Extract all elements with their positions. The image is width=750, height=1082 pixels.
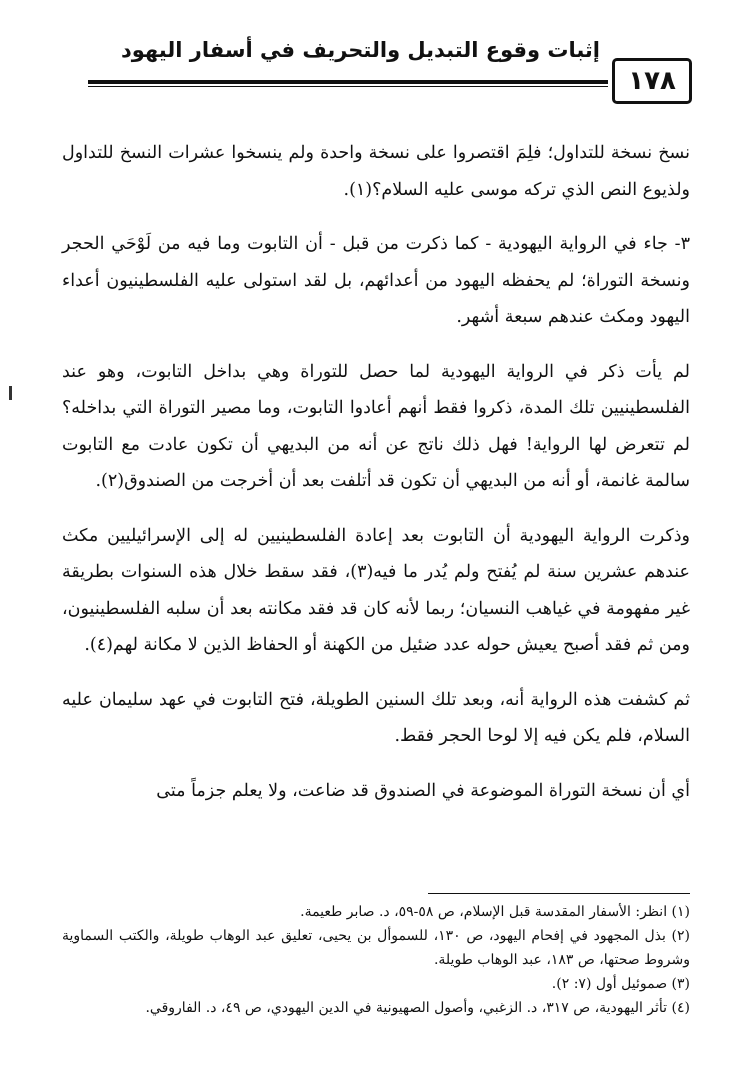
paragraph: ثم كشفت هذه الرواية أنه، وبعد تلك السنين الطويلة، فتح التابوت في عهد سليمان عليه السلام، فلم يكن فيه إلا لوحا الحجر فقط.	[62, 689, 690, 746]
footnotes	[62, 900, 690, 1020]
header-rule	[88, 80, 608, 84]
paragraph: ٣- جاء في الرواية اليهودية - كما ذكرت من قبل - أن التابوت وما فيه من لَوْحَي الحجر ونسخة التوراة؛ لم يحفظه اليهود من أعدائهم، بل لقد استولى عليه الفلسطينيون أعداء اليهود ومكث عندهم سبعة أشهر.	[62, 234, 690, 327]
footnote: (٢) بذل المجهود في إفحام اليهود، ص ١٣٠، للسموأل بن يحيى، تعليق عبد الوهاب طويلة، والكتب السماوية وشروط صحتها، ص ١٨٣، عبد الوهاب طويلة.	[62, 928, 690, 968]
paragraph: أي أن نسخة التوراة الموضوعة في الصندوق قد ضاعت، ولا يعلم جزماً متى	[156, 780, 690, 801]
page-number: ١٧٨	[612, 58, 692, 104]
paragraph: لم يأت ذكر في الرواية اليهودية لما حصل للتوراة وهي بداخل التابوت، وهو عند الفلسطينيين تلك المدة، ذكروا فقط أنهم أعادوا التابوت، وما مصير التوراة التي بداخله؟ لم تتعرض لها الرواية! فهل ذلك ناتج عن أنه من البديهي أن تكون عادت مع التابوت سالمة غانمة، أو أنه من البديهي أن تكون قد أتلفت بعد أن أخرجت من الصندوق(٢).	[62, 361, 690, 491]
header-rule-thin	[88, 86, 608, 87]
paragraph: نسخ نسخة للتداول؛ فلِمَ اقتصروا على نسخة واحدة ولم ينسخوا عشرات النسخ للتداول ولذيوع النص الذي تركه موسى عليه السلام؟(١).	[62, 143, 690, 200]
footnote: (١) انظر: الأسفار المقدسة قبل الإسلام، ص ٥٨-٥٩، د. صابر طعيمة.	[300, 904, 690, 920]
paragraph: وذكرت الرواية اليهودية أن التابوت بعد إعادة الفلسطينيين له إلى الإسرائيليين مكث عندهم عشرين سنة لم يُفتح ولم يُدر ما فيه(٣)، فقد سقط خلال هذه السنوات بطريقة غير مفهومة في غياهب النسيان؛ ربما لأنه كان قد فقد مكانته بعد أن سلبه الفلسطينيون، ومن ثم فقد أصبح يعيش حوله عدد ضئيل من الكهنة أو الحفاظ الذين لا مكانة لهم(٤).	[62, 525, 690, 655]
footnote: (٤) تأثر اليهودية، ص ٣١٧، د. الزغبي، وأصول الصهيونية في الدين اليهودي، ص ٤٩، د. الفاروقي.	[145, 1000, 690, 1016]
footnote: (٣) صموئيل أول (٧: ٢).	[551, 976, 690, 992]
margin-mark	[9, 386, 12, 400]
main-text	[62, 135, 690, 827]
footnote-separator	[428, 893, 690, 894]
running-header-title: إثبات وقوع التبديل والتحريف في أسفار اليهود	[120, 38, 600, 62]
